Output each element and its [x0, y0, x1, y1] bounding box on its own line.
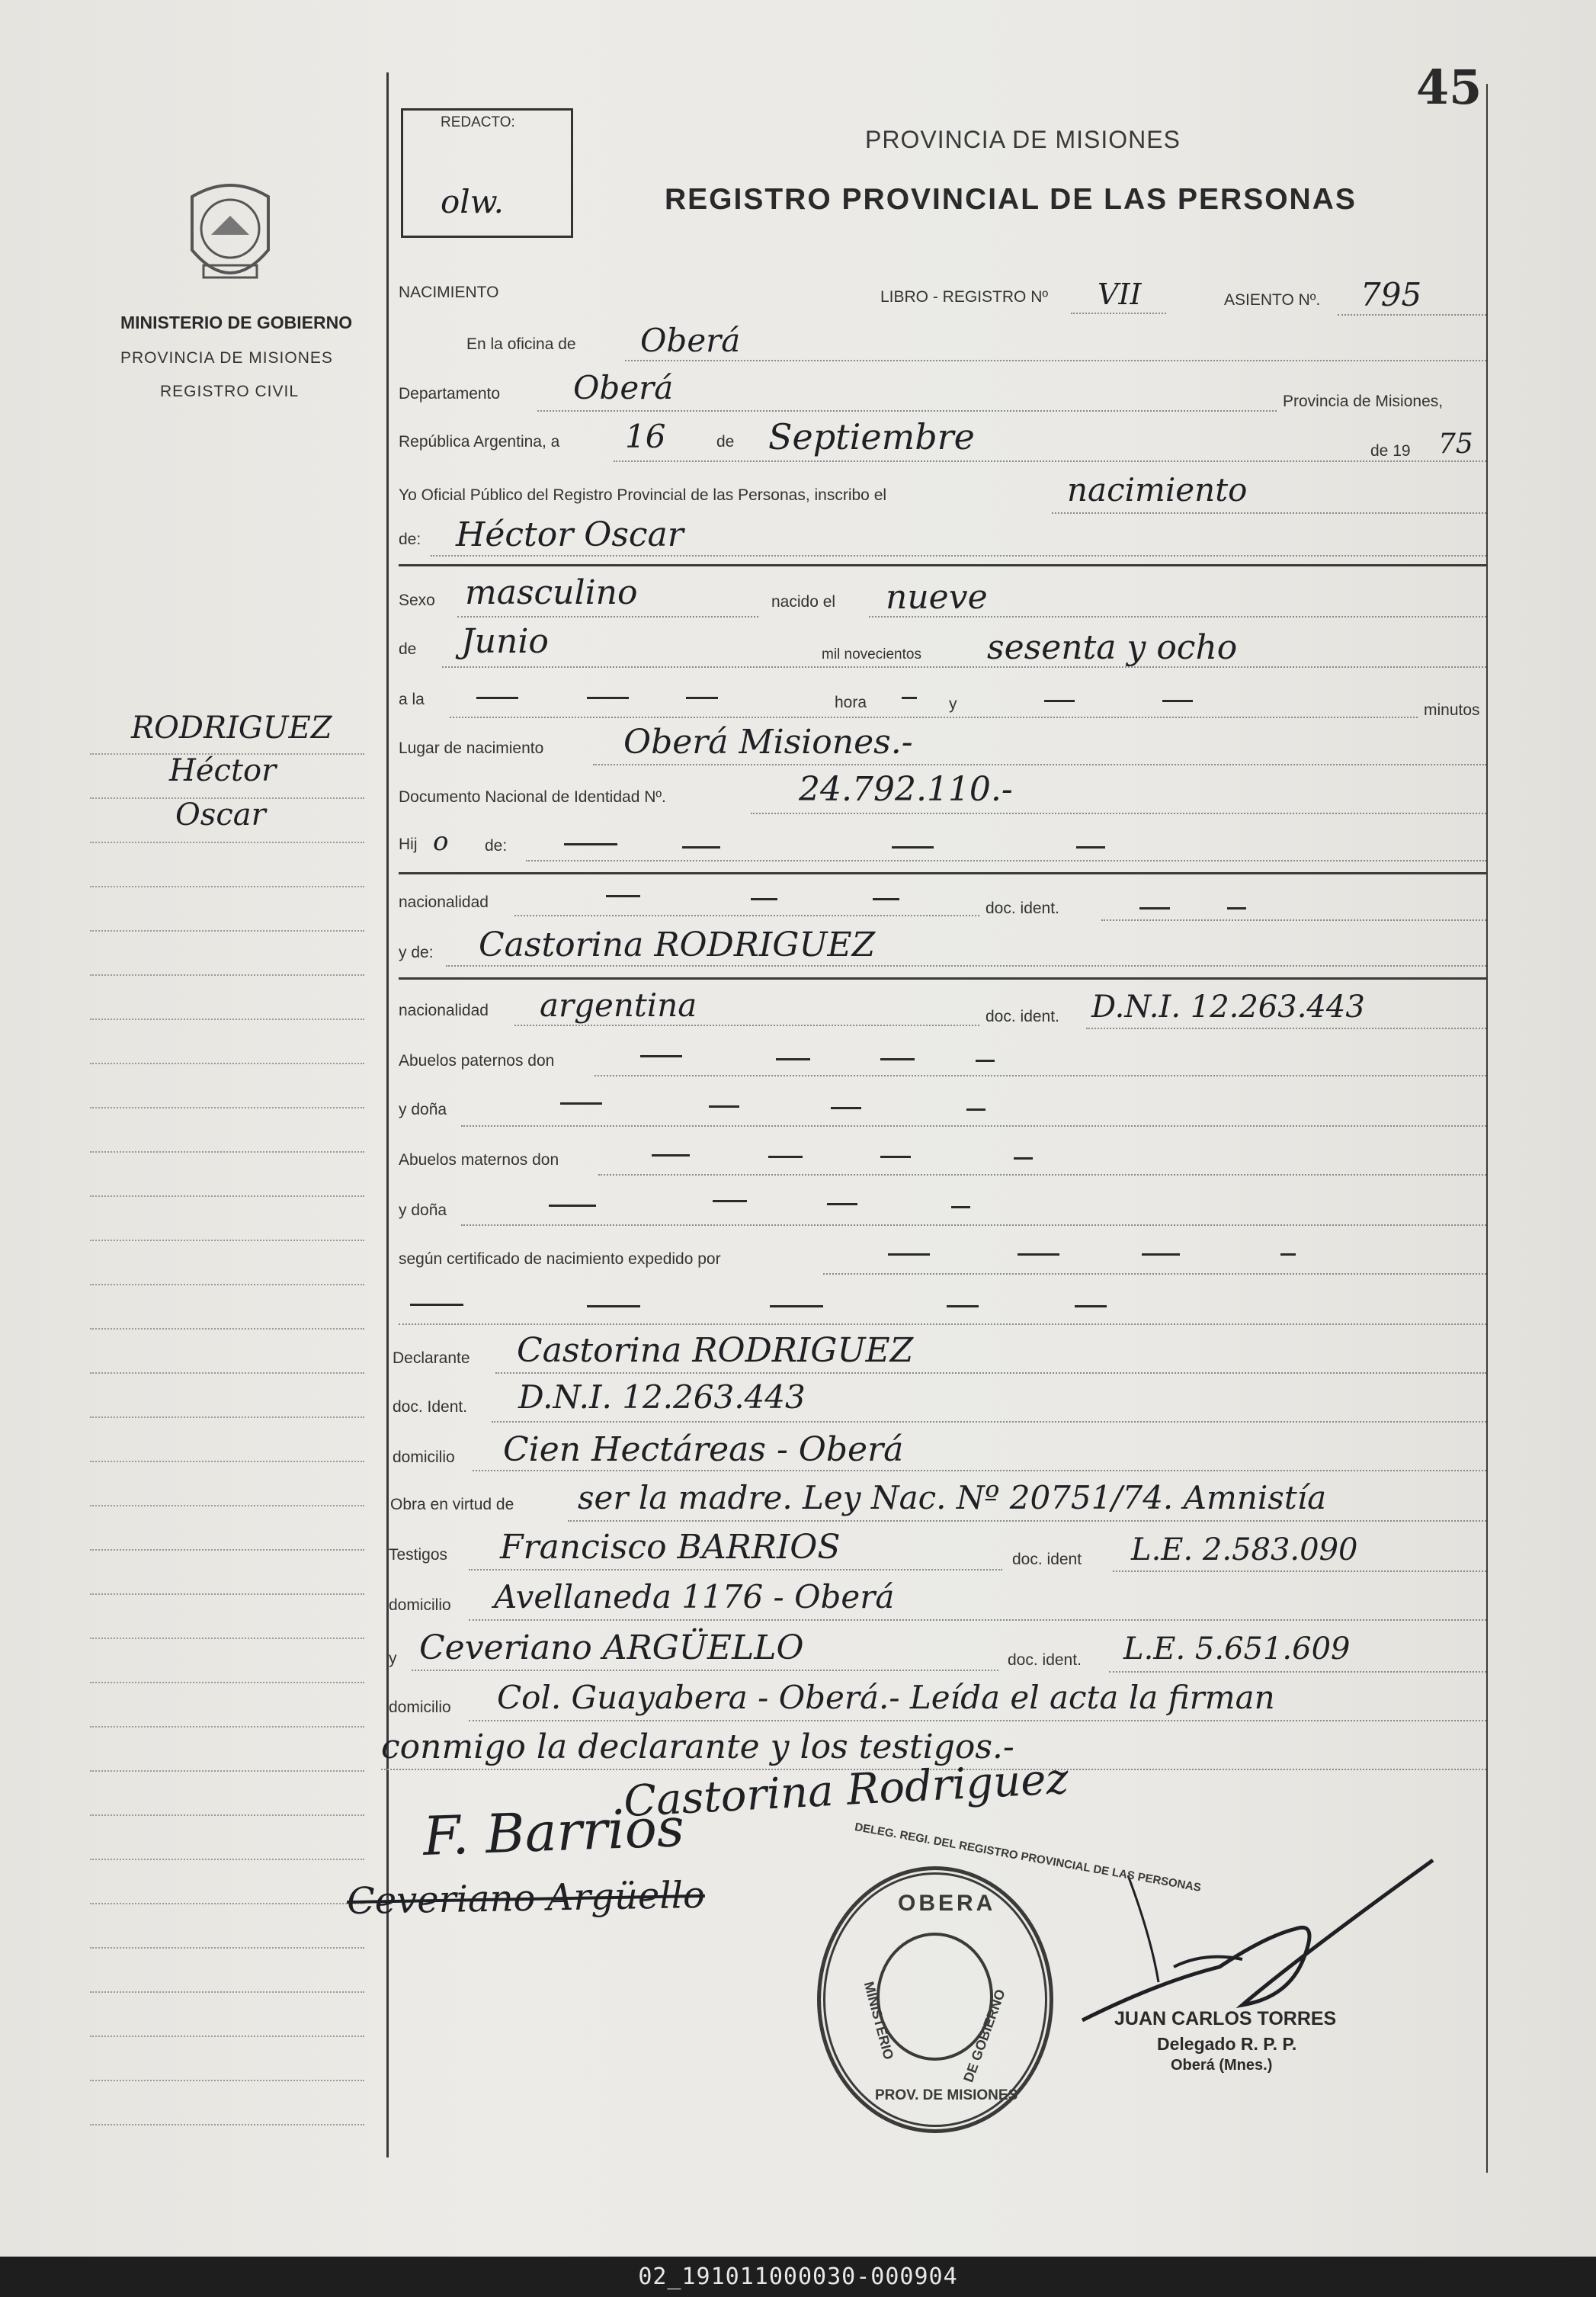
declarante-value: Castorina RODRIGUEZ	[517, 1331, 914, 1370]
madre-value: Castorina RODRIGUEZ	[479, 926, 876, 964]
nacido-label: nacido el	[771, 593, 836, 611]
cierre-text: conmigo la declarante y los testigos.-	[381, 1728, 1014, 1766]
sidebar-ruled-line	[90, 2036, 364, 2037]
nac1-label: nacionalidad	[399, 893, 489, 911]
libro-label: LIBRO - REGISTRO Nº	[880, 288, 1049, 306]
sidebar-ruled-line	[90, 1505, 364, 1506]
sidebar-ruled-line	[90, 1991, 364, 1993]
sidebar-ruled-line	[90, 1682, 364, 1683]
docident2-value: D.N.I. 12.263.443	[1091, 990, 1365, 1025]
redacto-value: olw.	[441, 183, 505, 220]
record-title: NACIMIENTO	[399, 284, 499, 301]
header-province: PROVINCIA DE MISIONES	[865, 126, 1181, 153]
ydona2-label: y doña	[399, 1201, 447, 1219]
sidebar-ruled-line	[90, 930, 364, 932]
stamp-bottom-text: PROV. DE MISIONES	[875, 2087, 1018, 2103]
minutos-label: minutos	[1424, 701, 1480, 719]
sidebar-ruled-line	[90, 1461, 364, 1462]
testigo2-value: Ceveriano ARGÜELLO	[419, 1628, 804, 1667]
nacido-dia-value: nueve	[886, 578, 988, 617]
stamp-top-text: OBERA	[898, 1891, 996, 1916]
sidebar-ruled-line	[90, 1770, 364, 1772]
docident4-value: L.E. 2.583.090	[1131, 1532, 1358, 1567]
officer-name: JUAN CARLOS TORRES	[1114, 2008, 1337, 2029]
signature-testigo1: F. Barrios	[421, 1796, 686, 1868]
sidebar-ruled-line	[90, 1726, 364, 1728]
anio-value: 75	[1438, 428, 1473, 460]
docident1-label: doc. ident.	[985, 900, 1059, 917]
left-frame-line	[386, 72, 389, 2157]
officer-title: Delegado R. P. P.	[1157, 2034, 1297, 2054]
domicilio3-label: domicilio	[389, 1699, 451, 1716]
nombre-label: de:	[399, 531, 421, 548]
asiento-value: 795	[1360, 276, 1422, 313]
signature-testigo2: Ceveriano Argüello	[346, 1873, 706, 1923]
obra-label: Obra en virtud de	[390, 1496, 514, 1513]
testigo1-value: Francisco BARRIOS	[500, 1528, 841, 1567]
ala-label: a la	[399, 691, 425, 708]
lugar-value: Oberá Misiones.-	[623, 723, 913, 762]
margin-note-surname: RODRIGUEZ	[131, 711, 332, 746]
sidebar-ruled-line	[90, 1416, 364, 1418]
departamento-label: Departamento	[399, 385, 501, 403]
right-frame-line	[1486, 84, 1488, 2173]
sidebar-province: PROVINCIA DE MISIONES	[120, 349, 333, 367]
sidebar-ruled-line	[90, 1107, 364, 1108]
domicilio1-label: domicilio	[393, 1448, 455, 1466]
dni-label: Documento Nacional de Identidad Nº.	[399, 788, 666, 806]
docident3-label: doc. Ident.	[393, 1398, 468, 1416]
de19-label: de 19	[1370, 442, 1411, 460]
nombre-value: Héctor Oscar	[456, 515, 684, 554]
sidebar-ruled-line	[90, 1859, 364, 1860]
nacido-anio-value: sesenta y ocho	[987, 628, 1238, 667]
redacto-label: REDACTO:	[441, 114, 515, 130]
sidebar-ruled-line	[90, 1063, 364, 1064]
sidebar-ruled-line	[90, 797, 364, 799]
libro-value: VII	[1098, 278, 1142, 311]
acto-value: nacimiento	[1067, 471, 1248, 508]
domicilio3-value: Col. Guayabera - Oberá.- Leída el acta la firman	[497, 1679, 1275, 1716]
asiento-label: ASIENTO Nº.	[1224, 291, 1321, 309]
sidebar-ruled-line	[90, 1328, 364, 1330]
sidebar-ruled-line	[90, 1195, 364, 1197]
sidebar-ruled-line	[90, 753, 364, 755]
sidebar-ruled-line	[90, 1947, 364, 1949]
y2-label: y	[389, 1650, 397, 1667]
oficina-value: Oberá	[640, 322, 741, 359]
nac2-label: nacionalidad	[399, 1002, 489, 1019]
obra-value: ser la madre. Ley Nac. Nº 20751/74. Amnistía	[578, 1479, 1327, 1516]
ab-mat-label: Abuelos maternos don	[399, 1151, 559, 1169]
de-label: de	[716, 433, 735, 451]
sidebar-ruled-line	[90, 1372, 364, 1374]
docident5-label: doc. ident.	[1008, 1651, 1082, 1669]
mil-label: mil novecientos	[822, 646, 921, 662]
sidebar-ruled-line	[90, 1814, 364, 1816]
declarante-label: Declarante	[393, 1349, 470, 1367]
provincia-label: Provincia de Misiones,	[1283, 393, 1444, 410]
sidebar-ruled-line	[90, 1284, 364, 1285]
sidebar-ruled-line	[90, 974, 364, 976]
domicilio2-label: domicilio	[389, 1596, 451, 1614]
docident2-label: doc. ident.	[985, 1008, 1059, 1025]
margin-note-name2: Oscar	[175, 797, 266, 833]
page-number: 45	[1416, 59, 1482, 115]
sidebar-ministry: MINISTERIO DE GOBIERNO	[120, 313, 353, 332]
mes-value: Septiembre	[768, 416, 975, 457]
hijo-de-label: de:	[485, 837, 508, 855]
officer-place: Oberá (Mnes.)	[1171, 2057, 1273, 2074]
margin-note-name1: Héctor	[169, 753, 277, 788]
sidebar-ruled-line	[90, 1638, 364, 1639]
lugar-label: Lugar de nacimiento	[399, 739, 544, 757]
testigos-label: Testigos	[389, 1546, 448, 1564]
dni-value: 24.792.110.-	[799, 770, 1013, 809]
dia-value: 16	[625, 418, 666, 455]
sidebar-ruled-line	[90, 1903, 364, 1904]
sidebar-ruled-line	[90, 2124, 364, 2125]
ab-pat-label: Abuelos paternos don	[399, 1052, 555, 1070]
domicilio2-value: Avellaneda 1176 - Oberá	[494, 1578, 895, 1615]
hora-label: hora	[835, 694, 867, 711]
sidebar-civil: REGISTRO CIVIL	[160, 383, 300, 400]
oficina-label: En la oficina de	[466, 335, 576, 353]
sidebar-ruled-line	[90, 1151, 364, 1153]
y-label: y	[949, 695, 957, 713]
docident4-label: doc. ident	[1012, 1551, 1082, 1568]
sidebar-ruled-line	[90, 1593, 364, 1595]
signature-declarante: Castorina Rodriguez	[622, 1753, 1070, 1827]
departamento-value: Oberá	[573, 369, 674, 406]
sexo-label: Sexo	[399, 592, 435, 609]
sidebar-ruled-line	[90, 886, 364, 887]
domicilio1-value: Cien Hectáreas - Oberá	[503, 1430, 904, 1469]
nacido-mes-value: Junio	[461, 622, 549, 661]
stamp-outer-text: DELEG. REGI. DEL REGISTRO PROVINCIAL DE LAS PERSONAS	[854, 1821, 1203, 1894]
sidebar-ruled-line	[90, 1549, 364, 1551]
stamp-left-text: MINISTERIO	[860, 1980, 897, 2061]
hijo-label: Hij	[399, 836, 418, 853]
coat-of-arms-icon	[177, 174, 284, 296]
sidebar-ruled-line	[90, 842, 364, 843]
sexo-value: masculino	[465, 573, 638, 612]
republica-label: República Argentina, a	[399, 433, 560, 451]
sidebar-ruled-line	[90, 2080, 364, 2081]
sidebar-ruled-line	[90, 1019, 364, 1020]
nac2-value: argentina	[540, 986, 697, 1024]
docident5-value: L.E. 5.651.609	[1123, 1631, 1351, 1667]
stamp-right-text: DE GOBIERNO	[960, 1987, 1008, 2084]
page-title: REGISTRO PROVINCIAL DE LAS PERSONAS	[665, 183, 1357, 216]
segun-label: según certificado de nacimiento expedido por	[399, 1250, 721, 1268]
ydona1-label: y doña	[399, 1101, 447, 1118]
yde-label: y de:	[399, 944, 434, 961]
docident3-value: D.N.I. 12.263.443	[518, 1378, 806, 1416]
sidebar-ruled-line	[90, 1240, 364, 1241]
hijo-o-value: o	[433, 826, 449, 857]
de2-label: de	[399, 640, 417, 658]
archive-id: 02_191011000030-000904	[0, 2257, 1596, 2297]
oficial-label: Yo Oficial Público del Registro Provincial de las Personas, inscribo el	[399, 486, 887, 504]
